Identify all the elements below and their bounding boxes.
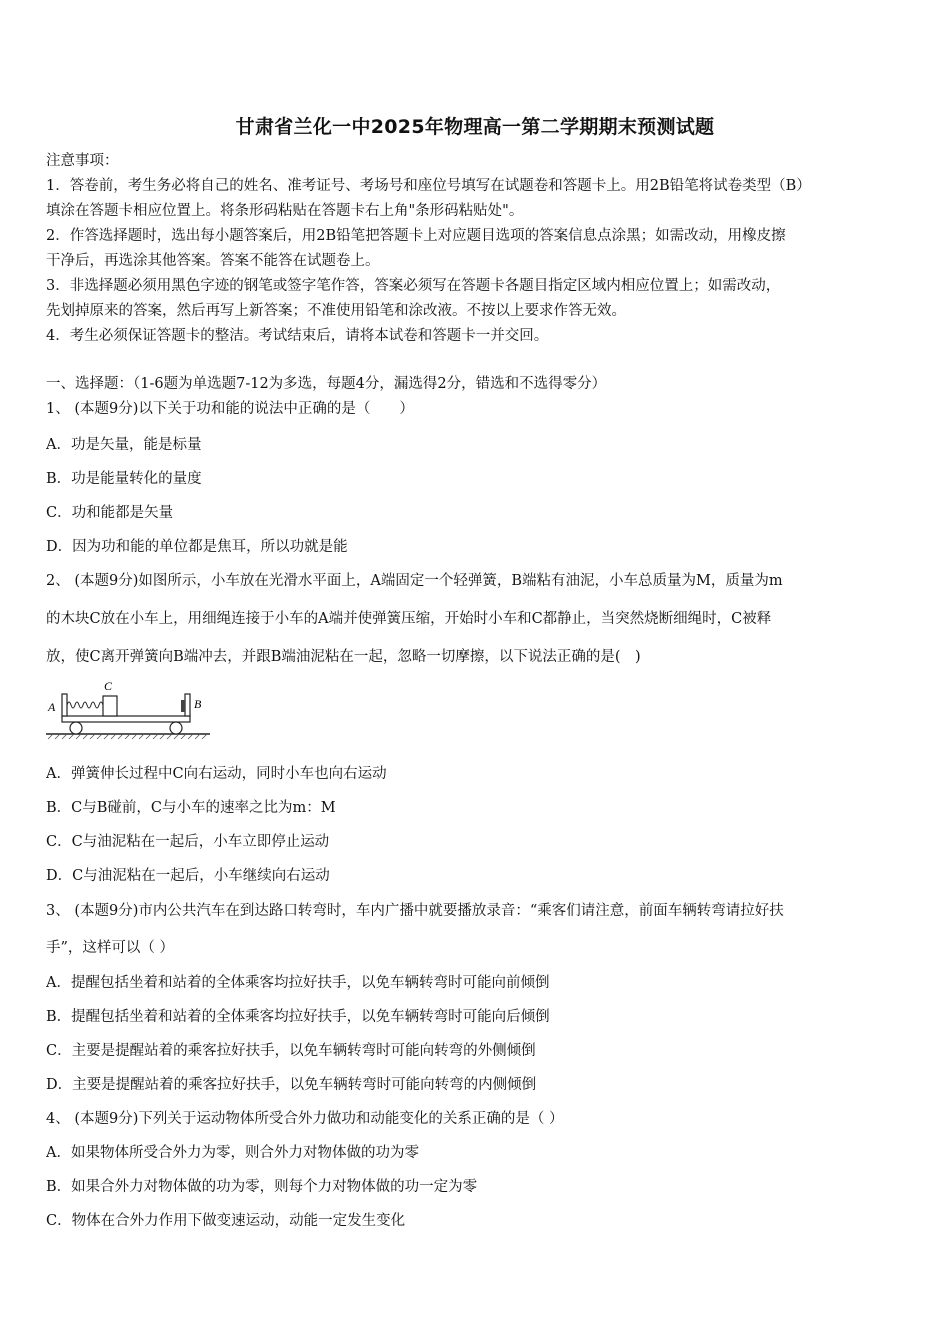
question-1-stem: 1、 (本题9分)以下关于功和能的说法中正确的是（ ） bbox=[46, 401, 414, 417]
question-3-option-c: C．主要是提醒站着的乘客拉好扶手，以免车辆转弯时可能向转弯的外侧倾倒 bbox=[46, 1043, 536, 1059]
question-2-option-a: A．弹簧伸长过程中C向右运动，同时小车也向右运动 bbox=[46, 766, 387, 782]
notice-line: 2．作答选择题时，选出每小题答案后，用2B铅笔把答题卡上对应题目选项的答案信息点涂黑；如需改动，用橡皮擦 bbox=[46, 228, 786, 244]
spring bbox=[67, 702, 103, 708]
question-2-option-b: B．C与B碰前，C与小车的速率之比为m：M bbox=[46, 800, 336, 816]
cart-wall-b bbox=[185, 694, 190, 716]
question-1-option-b: B．功是能量转化的量度 bbox=[46, 471, 202, 487]
block-c bbox=[103, 696, 117, 716]
question-3-option-d: D．主要是提醒站着的乘客拉好扶手，以免车辆转弯时可能向转弯的内侧倾倒 bbox=[46, 1077, 537, 1093]
question-2-stem: 放，使C离开弹簧向B端冲去，并跟B端油泥粘在一起，忽略一切摩擦，以下说法正确的是( ) bbox=[46, 649, 641, 665]
question-3-stem: 3、 (本题9分)市内公共汽车在到达路口转弯时，车内广播中就要播放录音：“乘客们请注意，前面车辆转弯请拉好扶 bbox=[46, 903, 784, 919]
wheel-right bbox=[170, 722, 182, 734]
question-2-option-d: D．C与油泥粘在一起后，小车继续向右运动 bbox=[46, 868, 330, 884]
notice-line: 3．非选择题必须用黑色字迹的钢笔或签字笔作答，答案必须写在答题卡各题目指定区域内相应位置上；如需改动， bbox=[46, 278, 781, 294]
page-title: 甘肃省兰化一中2025年物理高一第二学期期末预测试题 bbox=[235, 116, 715, 138]
wheel-left bbox=[70, 722, 82, 734]
question-1-option-d: D．因为功和能的单位都是焦耳，所以功就是能 bbox=[46, 539, 348, 555]
notice-heading: 注意事项： bbox=[46, 153, 119, 169]
label-a: A bbox=[48, 700, 56, 714]
question-4-option-b: B．如果合外力对物体做的功为零，则每个力对物体做的功一定为零 bbox=[46, 1179, 478, 1195]
question-4-option-c: C．物体在合外力作用下做变速运动，动能一定发生变化 bbox=[46, 1213, 406, 1229]
notice-line: 先划掉原来的答案，然后再写上新答案；不准使用铅笔和涂改液。不按以上要求作答无效。 bbox=[46, 303, 626, 319]
notice-line: 干净后，再选涂其他答案。答案不能答在试题卷上。 bbox=[46, 253, 380, 269]
notice-line: 填涂在答题卡相应位置上。将条形码粘贴在答题卡右上角"条形码粘贴处"。 bbox=[46, 203, 524, 219]
question-2-stem: 的木块C放在小车上，用细绳连接于小车的A端并使弹簧压缩，开始时小车和C都静止，当突然烧断细绳时，C被释 bbox=[46, 611, 772, 627]
question-3-option-a: A．提醒包括坐着和站着的全体乘客均拉好扶手，以免车辆转弯时可能向前倾倒 bbox=[46, 975, 550, 991]
cart-wall-a bbox=[62, 694, 67, 716]
notice-line: 4．考生必须保证答题卡的整洁。考试结束后，请将本试卷和答题卡一并交回。 bbox=[46, 328, 549, 344]
notice-line: 1．答卷前，考生务必将自己的姓名、准考证号、考场号和座位号填写在试题卷和答题卡上。用2B铅笔将试卷类型（B） bbox=[46, 178, 811, 194]
oil-putty bbox=[181, 700, 185, 712]
label-c: C bbox=[104, 679, 113, 693]
question-2-stem: 2、 (本题9分)如图所示，小车放在光滑水平面上，A端固定一个轻弹簧，B端粘有油泥，小车总质量为M，质量为m bbox=[46, 573, 783, 589]
question-1-option-a: A．功是矢量，能是标量 bbox=[46, 437, 202, 453]
question-3-option-b: B．提醒包括坐着和站着的全体乘客均拉好扶手，以免车辆转弯时可能向后倾倒 bbox=[46, 1009, 550, 1025]
question-4-stem: 4、 (本题9分)下列关于运动物体所受合外力做功和动能变化的关系正确的是（ ） bbox=[46, 1111, 564, 1127]
label-b: B bbox=[194, 697, 202, 711]
question-4-option-a: A．如果物体所受合外力为零，则合外力对物体做的功为零 bbox=[46, 1145, 419, 1161]
cart-spring-figure bbox=[44, 676, 212, 742]
cart-body bbox=[62, 716, 190, 722]
question-3-stem: 手”，这样可以（ ） bbox=[46, 940, 175, 956]
question-2-option-c: C．C与油泥粘在一起后，小车立即停止运动 bbox=[46, 834, 330, 850]
question-1-option-c: C．功和能都是矢量 bbox=[46, 505, 174, 521]
section-heading: 一、选择题：（1-6题为单选题7-12为多选，每题4分，漏选得2分，错选和不选得零分） bbox=[46, 376, 607, 392]
